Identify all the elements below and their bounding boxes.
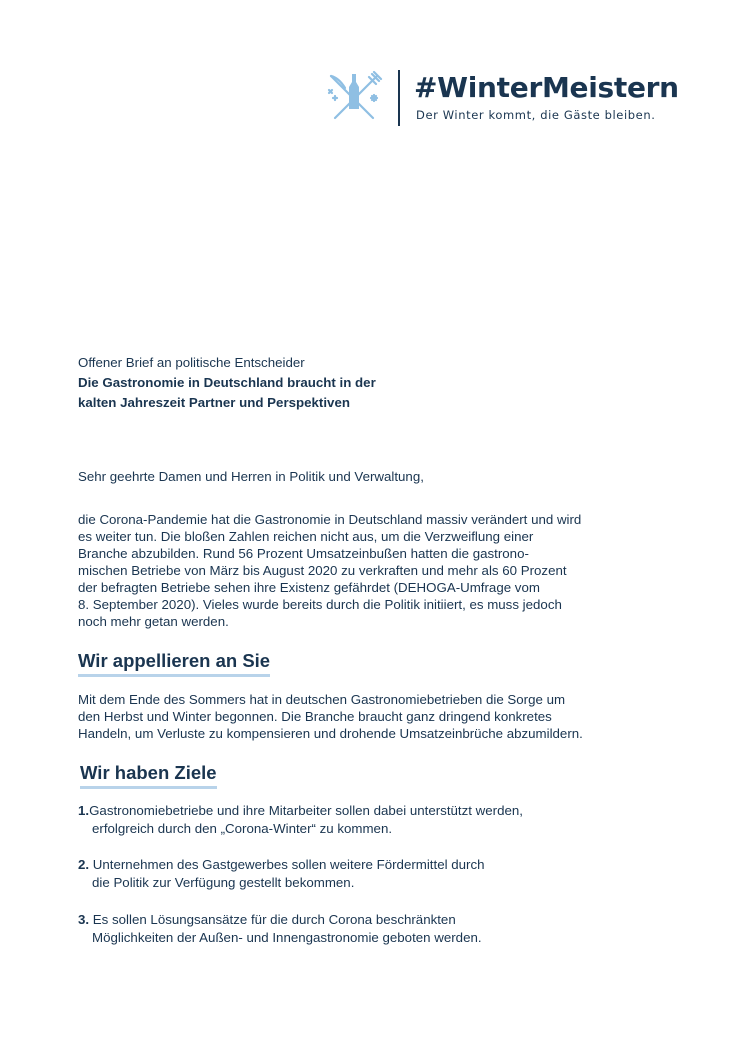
- section-heading-appeal: Wir appellieren an Sie: [78, 650, 270, 677]
- intro-line: Branche abzubilden. Rund 56 Prozent Umsatzeinbußen hatten die gastrono-: [78, 546, 529, 561]
- appeal-line: Mit dem Ende des Sommers hat in deutschen Gastronomiebetrieben die Sorge um: [78, 692, 566, 707]
- goal-text-line-1: Unternehmen des Gastgewerbes sollen weitere Fördermittel durch: [89, 857, 485, 872]
- goal-text-line-2: die Politik zur Verfügung gestellt bekommen.: [92, 874, 355, 890]
- intro-line: mischen Betriebe von März bis August 2020 zu verkraften und mehr als 60 Prozent: [78, 563, 567, 578]
- section-heading-goals: Wir haben Ziele: [80, 762, 217, 789]
- goal-number: 1.: [78, 803, 90, 818]
- goal-text-line-1: Es sollen Lösungsansätze für die durch Corona beschränkten: [89, 912, 456, 927]
- headline-line-1: Die Gastronomie in Deutschland braucht in der: [78, 375, 376, 390]
- intro-line: noch mehr getan werden.: [78, 614, 229, 629]
- logo-divider: [398, 70, 400, 126]
- brand-title: #WinterMeistern: [414, 71, 679, 104]
- intro-line: die Corona-Pandemie hat die Gastronomie in Deutschland massiv verändert und wird: [78, 512, 582, 527]
- goal-item: [78, 911, 482, 946]
- intro-line: es weiter tun. Die bloßen Zahlen reichen nicht aus, um die Verzweiflung einer: [78, 529, 534, 544]
- salutation: Sehr geehrte Damen und Herren in Politik und Verwaltung,: [78, 469, 424, 484]
- goal-item: [78, 802, 523, 837]
- appeal-line: den Herbst und Winter begonnen. Die Branche braucht ganz dringend konkretes: [78, 709, 552, 724]
- appeal-line: Handeln, um Verluste zu kompensieren und drohende Umsatzeinbrüche abzumildern.: [78, 726, 583, 741]
- goal-number: 3.: [78, 912, 90, 927]
- letter-kicker: Offener Brief an politische Entscheider: [78, 355, 305, 370]
- headline-line-2: kalten Jahreszeit Partner und Perspektiven: [78, 395, 350, 410]
- goal-number: 2.: [78, 857, 90, 872]
- goal-item: [78, 856, 485, 891]
- brand-tagline: Der Winter kommt, die Gäste bleiben.: [416, 108, 656, 122]
- goal-text-line-2: Möglichkeiten der Außen- und Innengastronomie geboten werden.: [92, 929, 482, 945]
- brand-logo: [325, 68, 679, 132]
- intro-line: 8. September 2020). Vieles wurde bereits durch die Politik initiiert, es muss jedoch: [78, 597, 562, 612]
- goal-text-line-1: Gastronomiebetriebe und ihre Mitarbeiter sollen dabei unterstützt werden,: [89, 803, 523, 818]
- intro-line: der befragten Betriebe sehen ihre Existenz gefährdet (DEHOGA-Umfrage vom: [78, 580, 540, 595]
- goal-text-line-2: erfolgreich durch den „Corona-Winter“ zu kommen.: [92, 820, 393, 836]
- fork-knife-snowflake-bottle-icon: [325, 68, 383, 126]
